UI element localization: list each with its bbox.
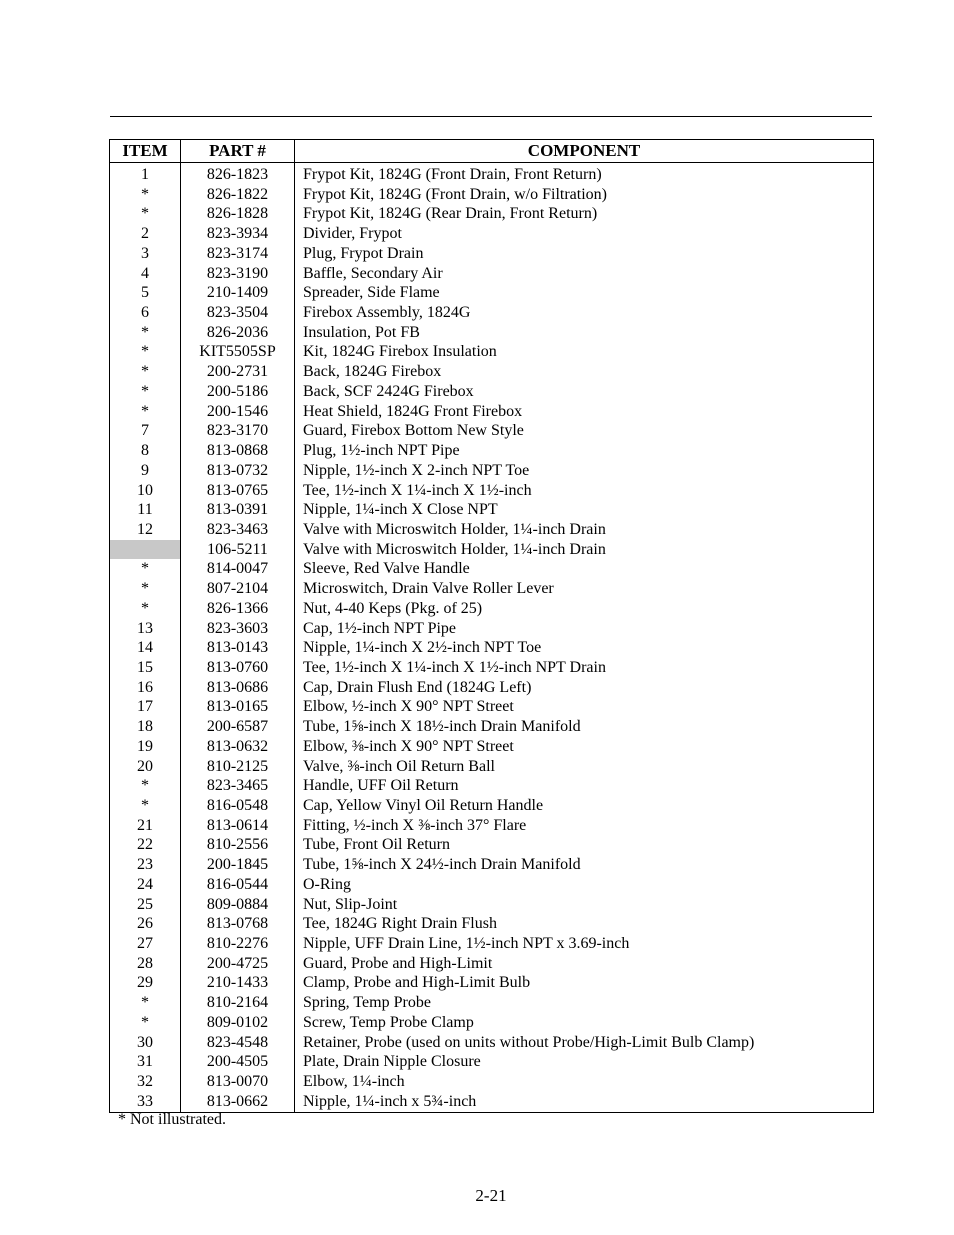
table-row: [110, 244, 874, 264]
component-cell: Elbow, ⅜-inch X 90° NPT Street: [295, 737, 874, 757]
table-row: [110, 697, 874, 717]
table-row: [110, 1092, 874, 1112]
table-row: [110, 638, 874, 658]
table-row: [110, 895, 874, 915]
part-number-column-header: PART #: [181, 140, 295, 163]
component-cell: Baffle, Secondary Air: [295, 264, 874, 284]
table-row: [110, 224, 874, 244]
item-cell: *: [110, 342, 181, 362]
part-number-cell: 813-0070: [181, 1072, 295, 1092]
table-row: [110, 816, 874, 836]
table-row: [110, 776, 874, 796]
item-cell: *: [110, 559, 181, 579]
item-cell: 25: [110, 895, 181, 915]
item-cell: 10: [110, 481, 181, 501]
table-row: [110, 342, 874, 362]
component-cell: Tube, 1⅝-inch X 18½-inch Drain Manifold: [295, 717, 874, 737]
component-cell: Spreader, Side Flame: [295, 283, 874, 303]
part-number-cell: 809-0102: [181, 1013, 295, 1033]
table-row: [110, 303, 874, 323]
component-cell: O-Ring: [295, 875, 874, 895]
part-number-cell: 210-1433: [181, 973, 295, 993]
item-cell: 23: [110, 855, 181, 875]
table-row: [110, 954, 874, 974]
part-number-cell: 823-3170: [181, 421, 295, 441]
component-cell: Nut, Slip-Joint: [295, 895, 874, 915]
item-cell: 26: [110, 914, 181, 934]
component-cell: Valve with Microswitch Holder, 1¼-inch Drain: [295, 520, 874, 540]
table-row: [110, 264, 874, 284]
table-row: [110, 540, 874, 560]
part-number-cell: 816-0544: [181, 875, 295, 895]
table-row: [110, 204, 874, 224]
component-cell: Nipple, 1½-inch X 2-inch NPT Toe: [295, 461, 874, 481]
table-row: [110, 875, 874, 895]
component-cell: Elbow, ½-inch X 90° NPT Street: [295, 697, 874, 717]
component-cell: Nipple, 1¼-inch X Close NPT: [295, 500, 874, 520]
item-cell: 21: [110, 816, 181, 836]
parts-table-body: [110, 163, 874, 1113]
part-number-cell: 823-3174: [181, 244, 295, 264]
part-number-cell: 810-2164: [181, 993, 295, 1013]
component-cell: Insulation, Pot FB: [295, 323, 874, 343]
table-row: [110, 934, 874, 954]
part-number-cell: 210-1409: [181, 283, 295, 303]
table-row: [110, 599, 874, 619]
component-cell: Plug, Frypot Drain: [295, 244, 874, 264]
parts-table: [109, 139, 874, 1113]
part-number-cell: 823-3190: [181, 264, 295, 284]
item-cell: *: [110, 323, 181, 343]
table-row: [110, 185, 874, 205]
table-row: [110, 500, 874, 520]
component-column-header: COMPONENT: [295, 140, 874, 163]
part-number-cell: 200-2731: [181, 362, 295, 382]
item-cell: 1: [110, 163, 181, 185]
table-row: [110, 855, 874, 875]
item-cell: 31: [110, 1052, 181, 1072]
part-number-cell: 810-2276: [181, 934, 295, 954]
component-cell: Tee, 1824G Right Drain Flush: [295, 914, 874, 934]
part-number-cell: 814-0047: [181, 559, 295, 579]
footnote: * Not illustrated.: [118, 1111, 226, 1128]
component-cell: Frypot Kit, 1824G (Front Drain, Front Return): [295, 163, 874, 185]
table-row: [110, 362, 874, 382]
component-cell: Nipple, UFF Drain Line, 1½-inch NPT x 3.69-inch: [295, 934, 874, 954]
header-rule: [110, 116, 872, 117]
table-row: [110, 737, 874, 757]
component-cell: Guard, Firebox Bottom New Style: [295, 421, 874, 441]
part-number-cell: 813-0165: [181, 697, 295, 717]
part-number-cell: 826-1366: [181, 599, 295, 619]
component-cell: Divider, Frypot: [295, 224, 874, 244]
table-row: [110, 835, 874, 855]
table-row: [110, 163, 874, 185]
part-number-cell: 200-6587: [181, 717, 295, 737]
component-cell: Tube, 1⅝-inch X 24½-inch Drain Manifold: [295, 855, 874, 875]
component-cell: Nipple, 1¼-inch x 5¾-inch: [295, 1092, 874, 1112]
item-cell: 33: [110, 1092, 181, 1112]
item-cell: 29: [110, 973, 181, 993]
item-cell: 11: [110, 500, 181, 520]
item-cell: *: [110, 185, 181, 205]
component-cell: Sleeve, Red Valve Handle: [295, 559, 874, 579]
table-row: [110, 658, 874, 678]
part-number-cell: 813-0765: [181, 481, 295, 501]
component-cell: Elbow, 1¼-inch: [295, 1072, 874, 1092]
component-cell: Tube, Front Oil Return: [295, 835, 874, 855]
part-number-cell: 200-4725: [181, 954, 295, 974]
table-row: [110, 559, 874, 579]
table-row: [110, 678, 874, 698]
item-cell: 13: [110, 619, 181, 639]
item-cell: 28: [110, 954, 181, 974]
part-number-cell: 106-5211: [181, 540, 295, 560]
item-cell: 3: [110, 244, 181, 264]
component-cell: Back, 1824G Firebox: [295, 362, 874, 382]
item-cell: *: [110, 579, 181, 599]
part-number-cell: 813-0686: [181, 678, 295, 698]
table-row: [110, 461, 874, 481]
component-cell: Guard, Probe and High-Limit: [295, 954, 874, 974]
table-row: [110, 481, 874, 501]
part-number-cell: 813-0614: [181, 816, 295, 836]
table-row: [110, 441, 874, 461]
item-cell: 14: [110, 638, 181, 658]
table-row: [110, 382, 874, 402]
item-cell: *: [110, 776, 181, 796]
table-header-row: [110, 140, 874, 163]
item-cell: [110, 540, 181, 560]
table-row: [110, 1013, 874, 1033]
item-cell: 18: [110, 717, 181, 737]
part-number-cell: 813-0662: [181, 1092, 295, 1112]
component-cell: Retainer, Probe (used on units without Probe/High-Limit Bulb Clamp): [295, 1033, 874, 1053]
item-cell: 16: [110, 678, 181, 698]
part-number-cell: 813-0391: [181, 500, 295, 520]
item-cell: *: [110, 993, 181, 1013]
component-cell: Back, SCF 2424G Firebox: [295, 382, 874, 402]
component-cell: Clamp, Probe and High-Limit Bulb: [295, 973, 874, 993]
part-number-cell: 826-2036: [181, 323, 295, 343]
part-number-cell: 826-1828: [181, 204, 295, 224]
part-number-cell: 823-4548: [181, 1033, 295, 1053]
item-cell: 9: [110, 461, 181, 481]
part-number-cell: 813-0868: [181, 441, 295, 461]
item-cell: *: [110, 362, 181, 382]
table-row: [110, 421, 874, 441]
component-cell: Kit, 1824G Firebox Insulation: [295, 342, 874, 362]
part-number-cell: 810-2125: [181, 757, 295, 777]
component-cell: Frypot Kit, 1824G (Rear Drain, Front Return): [295, 204, 874, 224]
item-cell: *: [110, 796, 181, 816]
part-number-cell: 813-0732: [181, 461, 295, 481]
component-cell: Spring, Temp Probe: [295, 993, 874, 1013]
table-row: [110, 757, 874, 777]
component-cell: Frypot Kit, 1824G (Front Drain, w/o Filtration): [295, 185, 874, 205]
table-row: [110, 619, 874, 639]
component-cell: Microswitch, Drain Valve Roller Lever: [295, 579, 874, 599]
part-number-cell: 813-0632: [181, 737, 295, 757]
item-cell: *: [110, 402, 181, 422]
item-cell: 17: [110, 697, 181, 717]
part-number-cell: 823-3934: [181, 224, 295, 244]
component-cell: Valve, ⅜-inch Oil Return Ball: [295, 757, 874, 777]
table-row: [110, 283, 874, 303]
item-cell: 7: [110, 421, 181, 441]
item-cell: 6: [110, 303, 181, 323]
table-row: [110, 402, 874, 422]
component-cell: Cap, 1½-inch NPT Pipe: [295, 619, 874, 639]
component-cell: Plug, 1½-inch NPT Pipe: [295, 441, 874, 461]
item-cell: *: [110, 1013, 181, 1033]
table-row: [110, 796, 874, 816]
part-number-cell: 813-0768: [181, 914, 295, 934]
part-number-cell: 809-0884: [181, 895, 295, 915]
component-cell: Nut, 4-40 Keps (Pkg. of 25): [295, 599, 874, 619]
part-number-cell: 200-5186: [181, 382, 295, 402]
item-cell: 22: [110, 835, 181, 855]
part-number-cell: KIT5505SP: [181, 342, 295, 362]
item-cell: *: [110, 204, 181, 224]
item-column-header: ITEM: [110, 140, 181, 163]
component-cell: Fitting, ½-inch X ⅜-inch 37° Flare: [295, 816, 874, 836]
part-number-cell: 807-2104: [181, 579, 295, 599]
table-row: [110, 520, 874, 540]
component-cell: Nipple, 1¼-inch X 2½-inch NPT Toe: [295, 638, 874, 658]
part-number-cell: 200-1546: [181, 402, 295, 422]
item-cell: 27: [110, 934, 181, 954]
component-cell: Tee, 1½-inch X 1¼-inch X 1½-inch: [295, 481, 874, 501]
table-row: [110, 1033, 874, 1053]
table-row: [110, 973, 874, 993]
item-cell: 8: [110, 441, 181, 461]
item-cell: 4: [110, 264, 181, 284]
part-number-cell: 823-3463: [181, 520, 295, 540]
component-cell: Handle, UFF Oil Return: [295, 776, 874, 796]
component-cell: Cap, Drain Flush End (1824G Left): [295, 678, 874, 698]
item-cell: 20: [110, 757, 181, 777]
part-number-cell: 823-3504: [181, 303, 295, 323]
component-cell: Plate, Drain Nipple Closure: [295, 1052, 874, 1072]
item-cell: 12: [110, 520, 181, 540]
table-row: [110, 717, 874, 737]
component-cell: Screw, Temp Probe Clamp: [295, 1013, 874, 1033]
item-cell: *: [110, 382, 181, 402]
part-number-cell: 823-3465: [181, 776, 295, 796]
table-row: [110, 914, 874, 934]
item-cell: *: [110, 599, 181, 619]
part-number-cell: 810-2556: [181, 835, 295, 855]
component-cell: Valve with Microswitch Holder, 1¼-inch Drain: [295, 540, 874, 560]
part-number-cell: 826-1823: [181, 163, 295, 185]
part-number-cell: 816-0548: [181, 796, 295, 816]
page-number: 2-21: [475, 1186, 507, 1205]
part-number-cell: 200-1845: [181, 855, 295, 875]
part-number-cell: 826-1822: [181, 185, 295, 205]
item-cell: 32: [110, 1072, 181, 1092]
item-cell: 19: [110, 737, 181, 757]
item-cell: 15: [110, 658, 181, 678]
table-row: [110, 579, 874, 599]
table-row: [110, 1072, 874, 1092]
item-cell: 30: [110, 1033, 181, 1053]
table-row: [110, 1052, 874, 1072]
part-number-cell: 813-0143: [181, 638, 295, 658]
component-cell: Cap, Yellow Vinyl Oil Return Handle: [295, 796, 874, 816]
item-cell: 5: [110, 283, 181, 303]
table-row: [110, 323, 874, 343]
component-cell: Heat Shield, 1824G Front Firebox: [295, 402, 874, 422]
item-cell: 2: [110, 224, 181, 244]
table-row: [110, 993, 874, 1013]
component-cell: Tee, 1½-inch X 1¼-inch X 1½-inch NPT Drain: [295, 658, 874, 678]
part-number-cell: 200-4505: [181, 1052, 295, 1072]
part-number-cell: 813-0760: [181, 658, 295, 678]
item-cell: 24: [110, 875, 181, 895]
part-number-cell: 823-3603: [181, 619, 295, 639]
component-cell: Firebox Assembly, 1824G: [295, 303, 874, 323]
